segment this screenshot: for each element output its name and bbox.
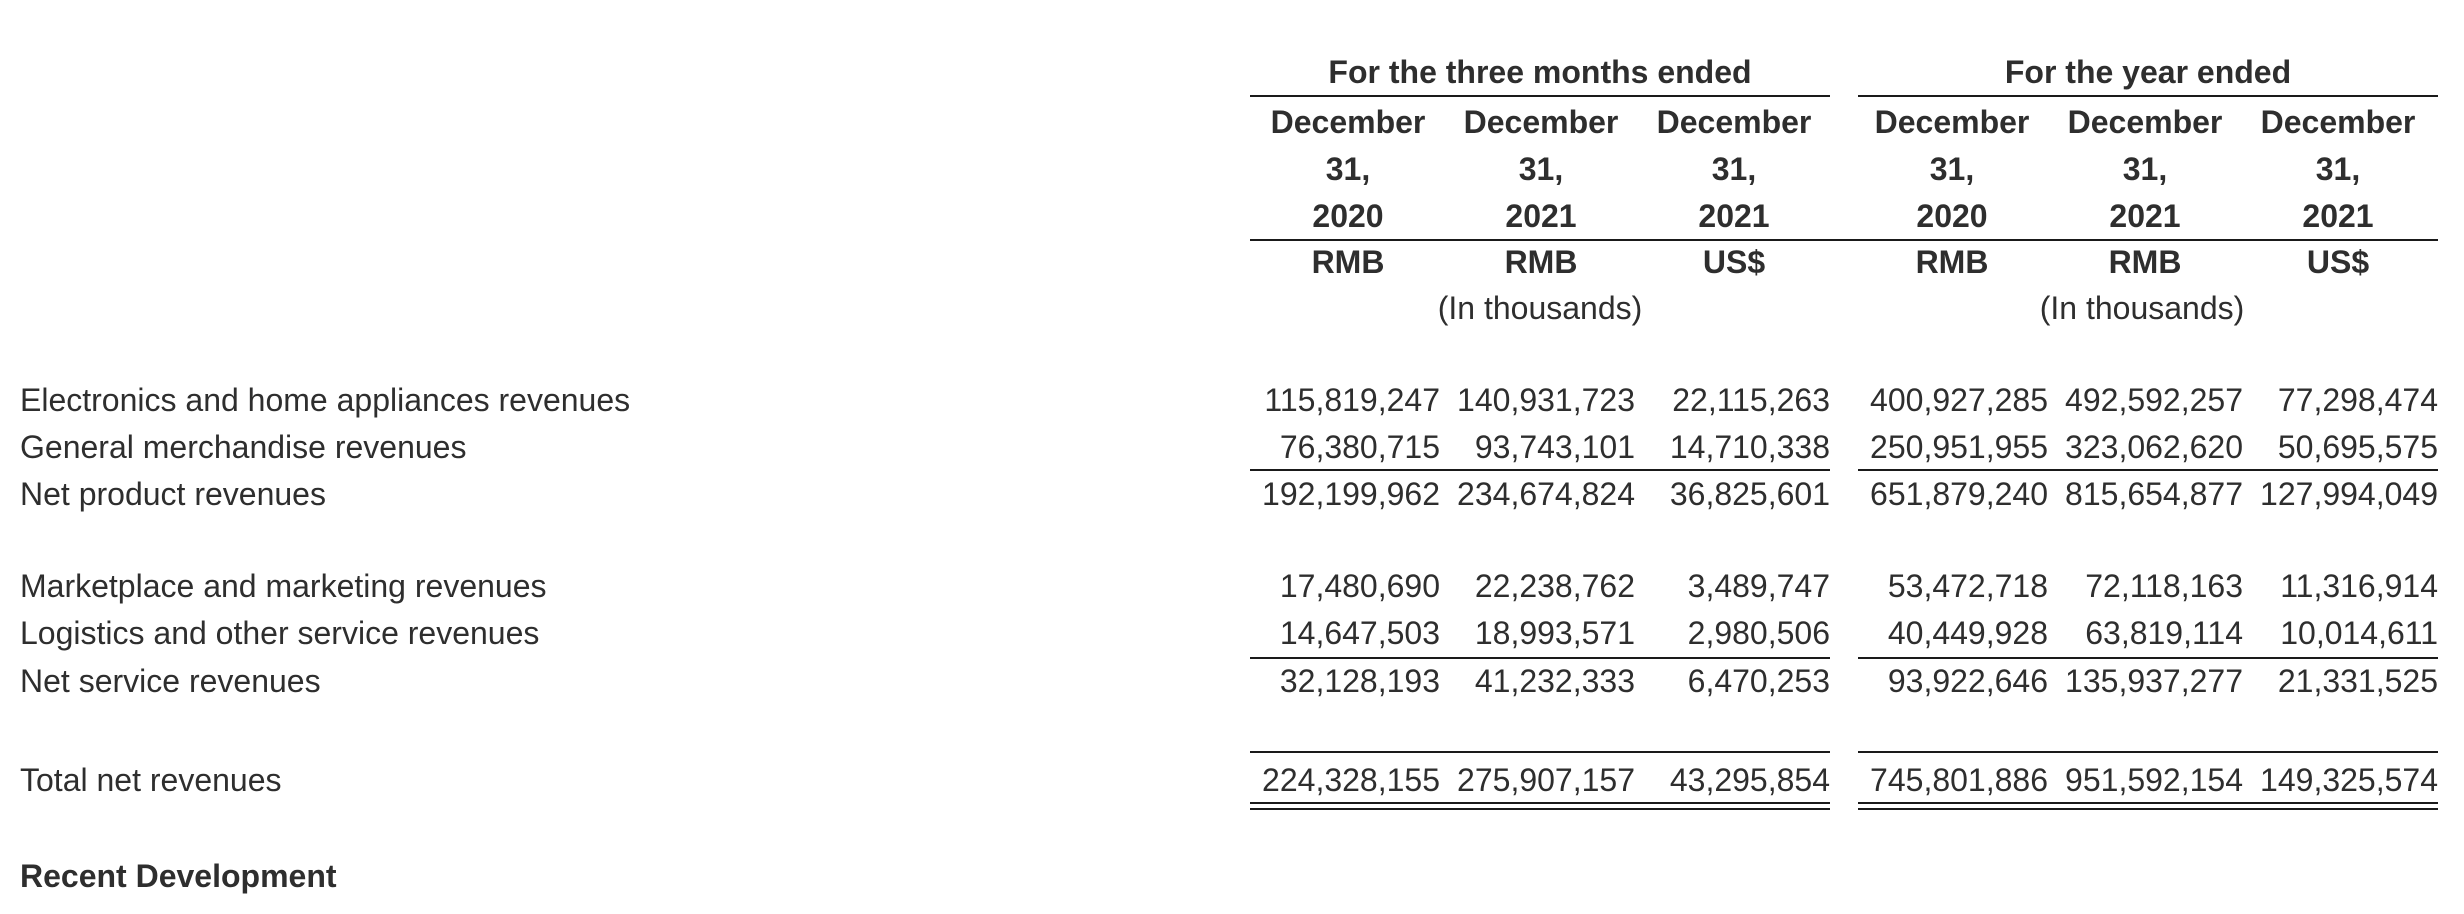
column-header [1262,99,1434,240]
cell-value: 36,825,601 [1669,476,1830,512]
cell-value: 50,695,575 [2277,429,2438,465]
double-rule [1250,802,1830,804]
cell-value: 275,907,157 [1457,762,1635,798]
column-header-month: December [1656,104,1812,140]
total-rule [1858,751,2438,753]
row-label: Electronics and home appliances revenues [20,382,631,418]
currency-label: RMB [1915,244,1989,280]
header-rule [1250,239,2438,241]
cell-value: 18,993,571 [1474,615,1635,651]
currency-label: US$ [1702,244,1766,280]
double-rule [1250,808,1830,810]
column-header-day: 31, [1518,151,1564,187]
cell-value: 127,994,049 [2260,476,2438,512]
cell-value: 41,232,333 [1474,663,1635,699]
column-header-month: December [1463,104,1619,140]
cell-value: 115,819,247 [1264,382,1440,418]
section-heading: Recent Development [20,858,337,894]
cell-value: 40,449,928 [1887,615,2048,651]
cell-value: 21,331,525 [2277,663,2438,699]
cell-value: 32,128,193 [1279,663,1440,699]
row-label: Net product revenues [20,476,326,512]
cell-value: 135,937,277 [2065,663,2243,699]
cell-value: 400,927,285 [1870,382,2048,418]
cell-value: 250,951,955 [1870,429,2048,465]
total-rule [1250,751,1830,753]
cell-value: 63,819,114 [2085,615,2243,651]
column-header-year: 2021 [2109,198,2181,234]
group-header-year: For the year ended [2004,54,2292,90]
subtotal-rule [1858,469,2438,471]
column-header-day: 31, [1929,151,1975,187]
cell-value: 951,592,154 [2065,762,2243,798]
cell-value: 17,480,690 [1279,568,1440,604]
column-header-year: 2021 [1505,198,1577,234]
column-header [1648,99,1820,240]
column-header-day: 31, [1711,151,1757,187]
column-header-month: December [2260,104,2416,140]
cell-value: 745,801,886 [1870,762,2048,798]
column-header-day: 31, [1325,151,1371,187]
column-header [2059,99,2231,240]
subtotal-rule [1858,657,2438,659]
column-header-month: December [2067,104,2223,140]
currency-label: RMB [1504,244,1578,280]
cell-value: 14,647,503 [1279,615,1440,651]
cell-value: 14,710,338 [1669,429,1830,465]
cell-value: 43,295,854 [1669,762,1830,798]
cell-value: 53,472,718 [1887,568,2048,604]
row-label: Logistics and other service revenues [20,615,540,651]
column-header [1866,99,2038,240]
cell-value: 815,654,877 [2065,476,2243,512]
cell-value: 11,316,914 [2280,568,2438,604]
cell-value: 192,199,962 [1262,476,1440,512]
cell-value: 2,980,506 [1687,615,1830,651]
column-header [2252,99,2424,240]
unit-note: (In thousands) [1437,290,1643,326]
row-label: Net service revenues [20,663,321,699]
column-header [1455,99,1627,240]
currency-label: RMB [2108,244,2182,280]
cell-value: 492,592,257 [2065,382,2243,418]
cell-value: 22,238,762 [1474,568,1635,604]
row-label: Total net revenues [20,762,282,798]
cell-value: 93,743,101 [1474,429,1635,465]
column-header-year: 2021 [1698,198,1770,234]
cell-value: 93,922,646 [1887,663,2048,699]
cell-value: 234,674,824 [1457,476,1635,512]
group-rule [1858,95,2438,97]
cell-value: 72,118,163 [2085,568,2243,604]
currency-label: RMB [1311,244,1385,280]
cell-value: 224,328,155 [1262,762,1440,798]
column-header-day: 31, [2315,151,2361,187]
column-header-year: 2020 [1916,198,1988,234]
cell-value: 76,380,715 [1279,429,1440,465]
column-header-month: December [1270,104,1426,140]
double-rule [1858,808,2438,810]
cell-value: 651,879,240 [1870,476,2048,512]
column-header-day: 31, [2122,151,2168,187]
cell-value: 323,062,620 [2065,429,2243,465]
row-label: General merchandise revenues [20,429,467,465]
column-header-year: 2020 [1312,198,1384,234]
cell-value: 22,115,263 [1672,382,1830,418]
cell-value: 10,014,611 [2280,615,2438,651]
currency-label: US$ [2306,244,2370,280]
column-header-month: December [1874,104,2030,140]
cell-value: 3,489,747 [1687,568,1830,604]
group-rule [1250,95,1830,97]
cell-value: 149,325,574 [2260,762,2438,798]
double-rule [1858,802,2438,804]
unit-note: (In thousands) [2039,290,2245,326]
cell-value: 140,931,723 [1457,382,1635,418]
cell-value: 6,470,253 [1687,663,1830,699]
column-header-year: 2021 [2302,198,2374,234]
row-label: Marketplace and marketing revenues [20,568,547,604]
cell-value: 77,298,474 [2277,382,2438,418]
subtotal-rule [1250,469,1830,471]
subtotal-rule [1250,657,1830,659]
group-header-three-months: For the three months ended [1328,54,1752,90]
